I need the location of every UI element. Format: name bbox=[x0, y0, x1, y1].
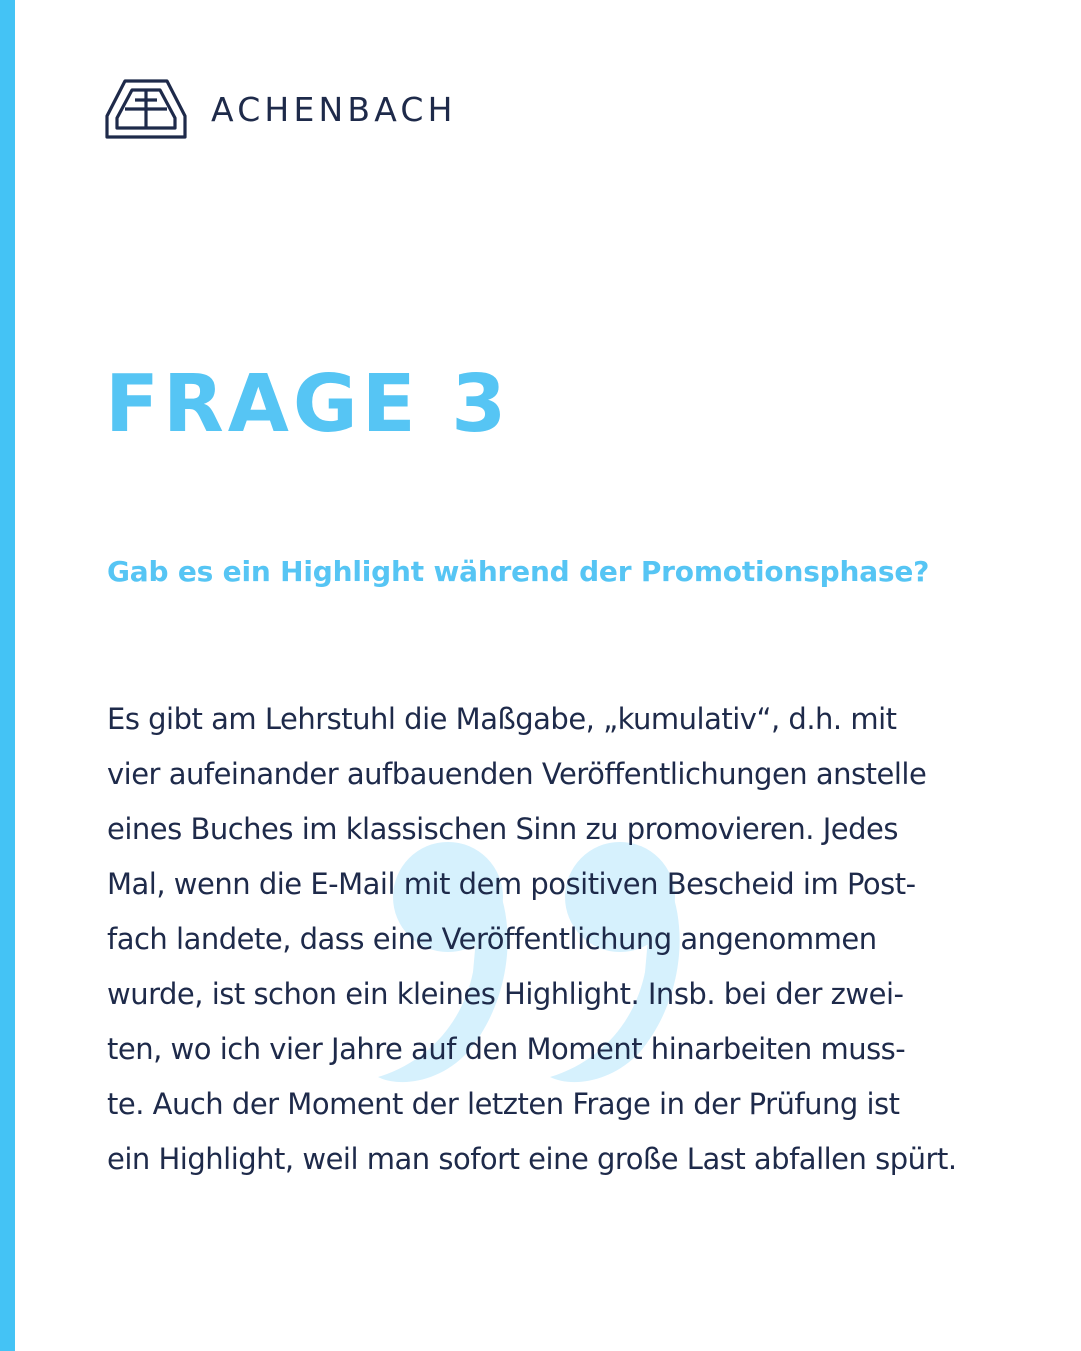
answer-line: ten, wo ich vier Jahre auf den Moment hinarbeiten muss- bbox=[107, 1032, 906, 1066]
answer-line: eines Buches im klassischen Sinn zu promovieren. Jedes bbox=[107, 812, 898, 846]
answer-paragraph bbox=[107, 692, 1007, 1187]
answer-line: te. Auch der Moment der letzten Frage in der Prüfung ist bbox=[107, 1087, 900, 1121]
answer-line: wurde, ist schon ein kleines Highlight. Insb. bei der zwei- bbox=[107, 977, 904, 1011]
answer-line: ein Highlight, weil man sofort eine große Last abfallen spürt. bbox=[107, 1142, 957, 1176]
answer-line: fach landete, dass eine Veröffentlichung angenommen bbox=[107, 922, 877, 956]
achenbach-logo-icon bbox=[105, 78, 187, 140]
answer-line: vier aufeinander aufbauenden Veröffentlichungen anstelle bbox=[107, 757, 927, 791]
left-accent-bar bbox=[0, 0, 15, 1351]
answer-line: Mal, wenn die E-Mail mit dem positiven Bescheid im Post- bbox=[107, 867, 916, 901]
brand-logo bbox=[105, 78, 457, 140]
page-title: FRAGE 3 bbox=[105, 358, 511, 450]
brand-name: ACHENBACH bbox=[211, 89, 457, 129]
question-heading: Gab es ein Highlight während der Promotionsphase? bbox=[107, 555, 930, 588]
answer-line: Es gibt am Lehrstuhl die Maßgabe, „kumulativ“, d.h. mit bbox=[107, 702, 897, 736]
